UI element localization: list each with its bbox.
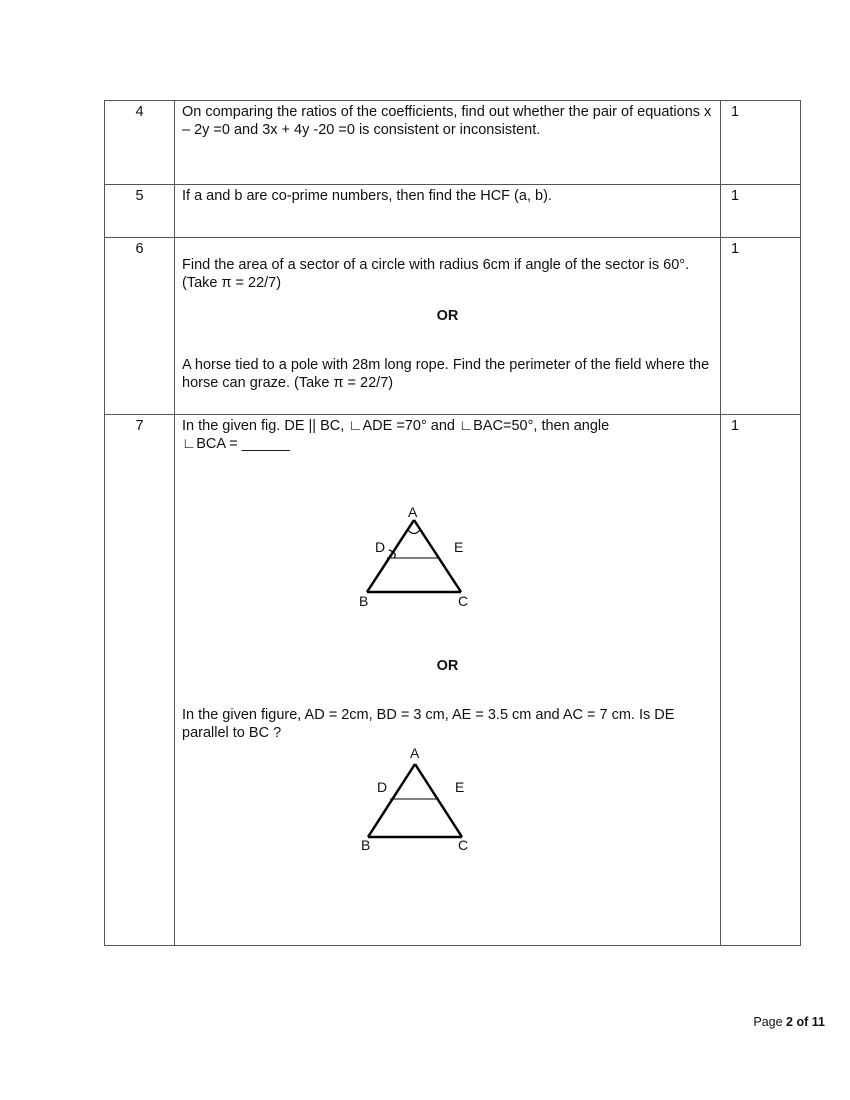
question-text-a-line2: ∟BCA = ______ [182,436,291,452]
question-text: On comparing the ratios of the coefficients, find out whether the pair of equations x – 2y =0 and 3x + 4y -20 =0 is consistent or inconsistent. [182,104,712,138]
question-text: If a and b are co-prime numbers, then find the HCF (a, b). [182,188,552,204]
question-text-a-line1: In the given fig. DE || BC, ∟ADE =70° and ∟BAC=50°, then angle [182,418,610,434]
triangle-figure-1 [175,453,720,618]
vertex-label-d: D [375,539,386,555]
question-marks: 1 [731,418,740,434]
question-number: 7 [135,418,144,434]
question-text-b: A horse tied to a pole with 28m long rope. Find the perimeter of the field where the horse can graze. (Take π = 22/7) [182,357,710,391]
vertex-label-e: E [454,539,464,555]
question-row-4 [105,101,801,185]
question-row-6 [105,238,801,415]
question-text-b: In the given figure, AD = 2cm, BD = 3 cm, AE = 3.5 cm and AC = 7 cm. Is DE parallel to BC ? [182,707,675,741]
vertex-label-e: E [455,779,465,795]
footer-total-pages: 11 [811,1015,825,1029]
vertex-label-a: A [410,745,420,761]
vertex-label-d: D [377,779,388,795]
question-row-7 [105,415,801,946]
question-number: 4 [135,104,144,120]
questions-table [104,100,801,946]
vertex-label-c: C [458,593,469,609]
question-marks: 1 [731,188,740,204]
question-marks: 1 [731,104,740,120]
vertex-label-a: A [408,504,418,520]
vertex-label-c: C [458,837,469,853]
footer-prefix: Page [753,1015,783,1029]
triangle-figure-2 [175,742,720,882]
question-number: 6 [135,241,144,257]
vertex-label-b: B [359,593,369,609]
question-text-a: Find the area of a sector of a circle with radius 6cm if angle of the sector is 60°. (Take π = 22/7) [182,257,690,291]
footer-of: of [796,1015,809,1029]
question-number: 5 [135,188,144,204]
question-marks: 1 [731,241,740,257]
page-footer [753,1015,825,1029]
footer-current-page: 2 [786,1015,793,1029]
question-row-5 [105,185,801,238]
vertex-label-b: B [361,837,371,853]
or-separator: OR [436,658,459,674]
question-text-a [175,415,720,453]
or-separator: OR [436,308,459,324]
